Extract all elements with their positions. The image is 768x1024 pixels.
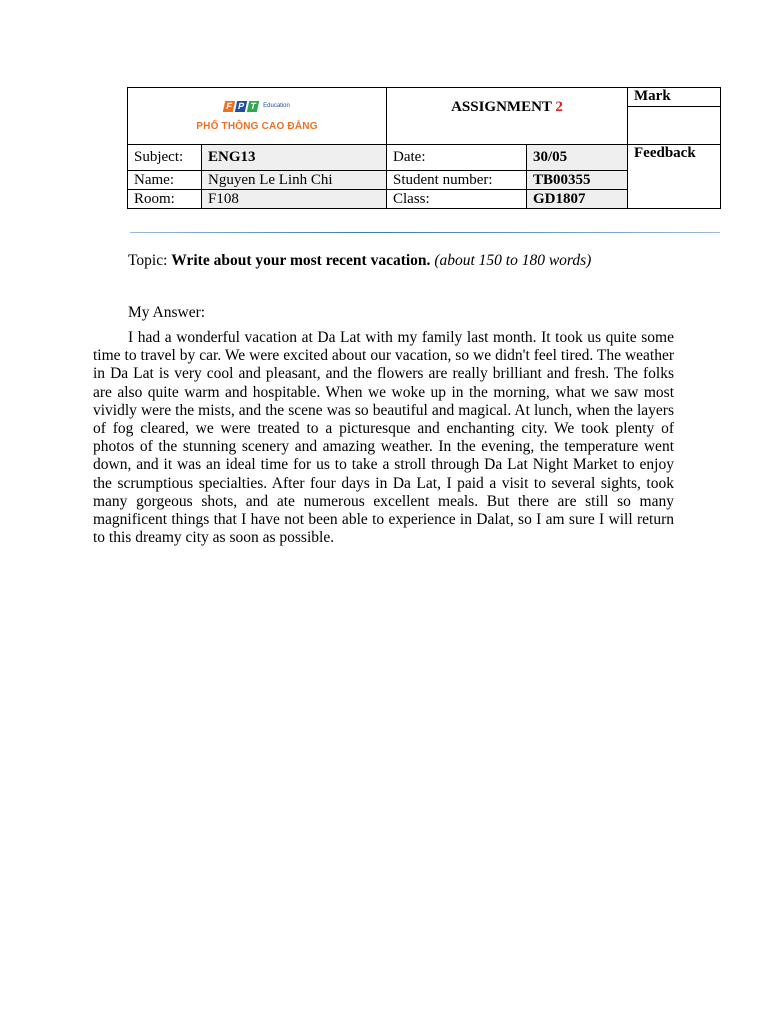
topic-label: Topic: [128,252,168,269]
room-label: Room: [128,190,202,209]
school-logo [128,88,387,145]
fpt-letter-p: P [235,101,247,112]
date-label: Date: [387,145,527,171]
fpt-letter-t: T [247,101,259,112]
name-label: Name: [128,171,202,190]
topic-line [128,252,591,270]
mark-box [628,107,721,145]
assignment-label: ASSIGNMENT [451,99,552,115]
feedback-label: Feedback [628,145,721,209]
essay-paragraph: I had a wonderful vacation at Da Lat with my family last month. It took us quite some time to travel by car. We were excited about our vacation, so we didn't feel tired. The weather in Da Lat is very cool and pleasant, and the flowers are really brilliant and fresh. The folks are also quite warm and hospitable. When we woke up in the morning, what we saw most vividly were the mists, and the scene was so beautiful and magical. At lunch, when the layers of fog cleared, we were treated to a picturesque and enchanting city. We took plenty of photos of the stunning scenery and amazing weather. In the evening, the temperature went down, and it was an ideal time for us to take a stroll through Da Lat Night Market to enjoy the scrumptious specialties. After four days in Da Lat, I paid a visit to several sights, took many gorgeous shots, and ate numerous excellent meals. But there are still so many magnificent things that I have not been able to experience in Dalat, so I am sure I will return to this dreamy city as soon as possible. [93,329,674,547]
assignment-number: 2 [555,99,563,115]
subject-label: Subject: [128,145,202,171]
fpt-letter-f: F [223,101,235,112]
topic-prompt: Write about your most recent vacation. [171,252,431,269]
student-number-label: Student number: [387,171,527,190]
subject-value: ENG13 [202,145,387,171]
date-value: 30/05 [527,145,628,171]
assignment-title [387,88,628,145]
class-value: GD1807 [527,190,628,209]
answer-label: My Answer: [128,304,206,321]
logo-education-text: Education [263,102,290,109]
mark-label: Mark [628,88,721,107]
logo-subtitle: PHỔ THÔNG CAO ĐẲNG [196,120,318,132]
class-label: Class: [387,190,527,209]
topic-word-count-note: (about 150 to 180 words) [434,252,592,269]
name-value: Nguyen Le Linh Chi [202,171,387,190]
assignment-header-table [127,87,721,209]
student-number-value: TB00355 [527,171,628,190]
room-value: F108 [202,190,387,209]
section-divider [130,232,720,233]
